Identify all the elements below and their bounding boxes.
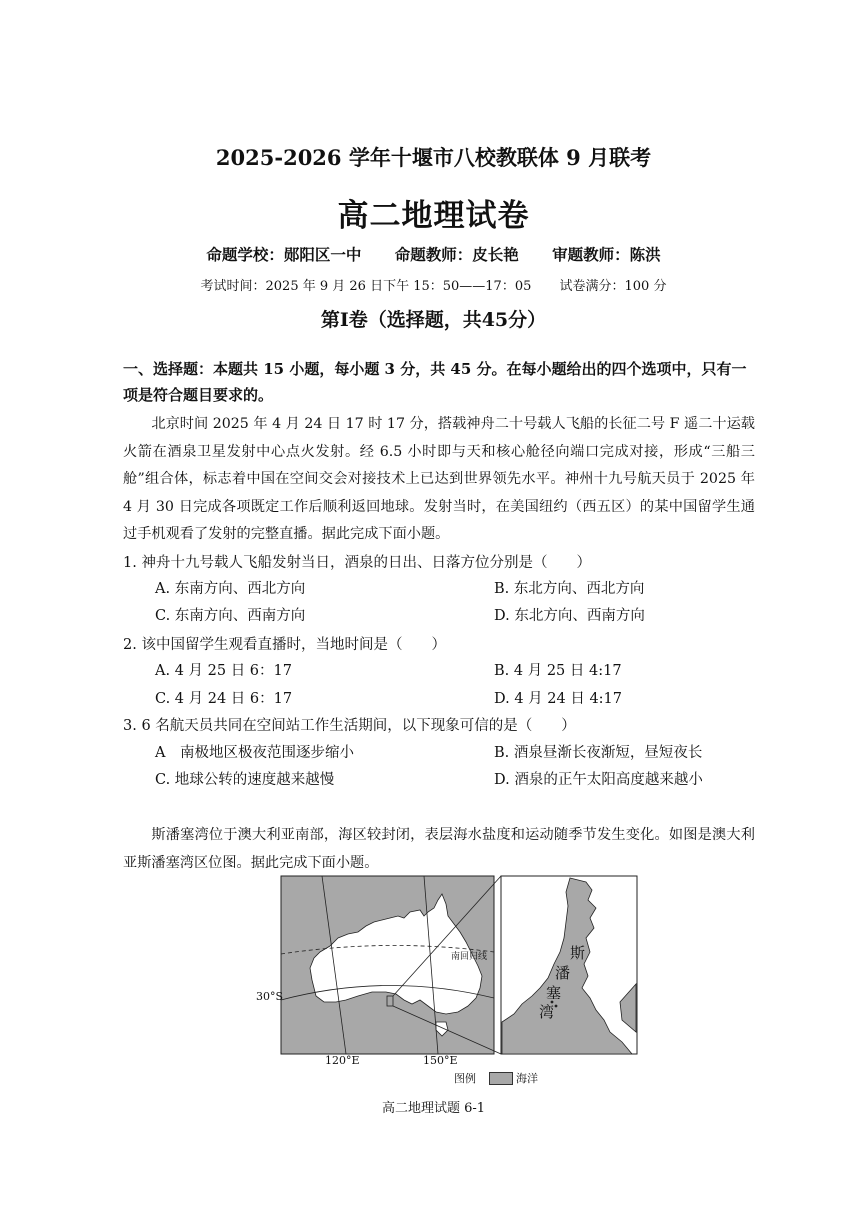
q1-option-b[interactable]: B. 东北方向、西北方向	[494, 581, 645, 597]
passage-1: 北京时间 2025 年 4 月 24 日 17 时 17 分，搭载神舟二十号载人飞船的长征二号 F 遥二十运载火箭在酒泉卫星发射中心点火发射。经 6.5 小时即与天和核心舱径向端口完成对接，形成“三船三舱”组合体，标志着中国在空间交会对接技术上已达到世界领先水平。神州十九号航天员于 2025 年 4 月 30 日完成各项既定工作后顺利返回地球。发射当时，在美国纽约（西五区）的某中国留学生通过手机观看了发射的完整直播。据此完成下面小题。	[123, 416, 755, 542]
lon-120-label: 120°E	[325, 1054, 360, 1067]
q1-option-c[interactable]: C. 东南方向、西南方向	[155, 608, 306, 624]
bay-char-1: 斯	[570, 944, 586, 962]
tropic-label: 南回归线	[451, 952, 488, 962]
page-footer: 高二地理试题 6-1	[381, 1101, 486, 1116]
lat-label: 30°S	[256, 990, 284, 1003]
exam-score: 试卷满分：100 分	[559, 279, 667, 294]
legend-ocean-swatch	[489, 1072, 513, 1085]
instructions: 一、选择题：本题共 15 小题，每小题 3 分，共 45 分。在每小题给出的四个选项中，只有一项是符合题目要求的。	[123, 360, 747, 404]
q2-option-a[interactable]: A. 4 月 25 日 6：17	[155, 663, 292, 679]
exam-info-line	[0, 275, 867, 294]
author: 命题教师：皮长艳	[394, 245, 519, 264]
reviewer: 审题教师：陈洪	[552, 245, 661, 264]
q3-option-b[interactable]: B. 酒泉昼渐长夜渐短，昼短夜长	[494, 745, 703, 761]
bay-char-4: 湾	[539, 1003, 555, 1021]
question-2-stem: 2. 该中国留学生观看直播时，当地时间是（ ）	[123, 637, 446, 653]
passage-2: 斯潘塞湾位于澳大利亚南部，海区较封闭，表层海水盐度和运动随季节发生变化。如图是澳大利亚斯潘塞湾区位图。据此完成下面小题。	[123, 827, 755, 871]
exam-title: 2025-2026 学年十堰市八校教联体 9 月联考	[215, 145, 652, 170]
q1-option-d[interactable]: D. 东北方向、西南方向	[494, 608, 645, 624]
q1-option-a[interactable]: A. 东南方向、西北方向	[155, 581, 306, 597]
legend-ocean-label: 海洋	[516, 1072, 538, 1085]
legend-title: 图例	[454, 1072, 476, 1085]
author-line	[0, 243, 867, 265]
section-title: 第Ⅰ卷（选择题，共45分）	[320, 309, 547, 331]
school: 命题学校：郧阳区一中	[206, 245, 362, 264]
q3-option-a[interactable]: A 南极地区极夜范围逐步缩小	[155, 745, 354, 761]
q3-option-d[interactable]: D. 酒泉的正午太阳高度越来越小	[494, 772, 703, 788]
lon-150-label: 150°E	[423, 1054, 458, 1067]
question-1-stem: 1. 神舟十九号载人飞船发射当日，酒泉的日出、日落方位分别是（ ）	[123, 555, 591, 571]
exam-time: 考试时间：2025 年 9 月 26 日下午 15：50——17：05	[200, 279, 532, 294]
question-3-stem: 3. 6 名航天员共同在空间站工作生活期间，以下现象可信的是（ ）	[123, 718, 576, 734]
subject-title: 高二地理试卷	[337, 198, 530, 234]
bay-char-3: 塞	[546, 984, 562, 1002]
bay-char-2: 潘	[555, 964, 571, 982]
q3-option-c[interactable]: C. 地球公转的速度越来越慢	[155, 772, 335, 788]
q2-option-d[interactable]: D. 4 月 24 日 4:17	[494, 691, 623, 707]
spencer-gulf-map	[250, 872, 650, 1072]
q2-option-c[interactable]: C. 4 月 24 日 6：17	[155, 691, 293, 707]
q2-option-b[interactable]: B. 4 月 25 日 4:17	[494, 663, 622, 679]
